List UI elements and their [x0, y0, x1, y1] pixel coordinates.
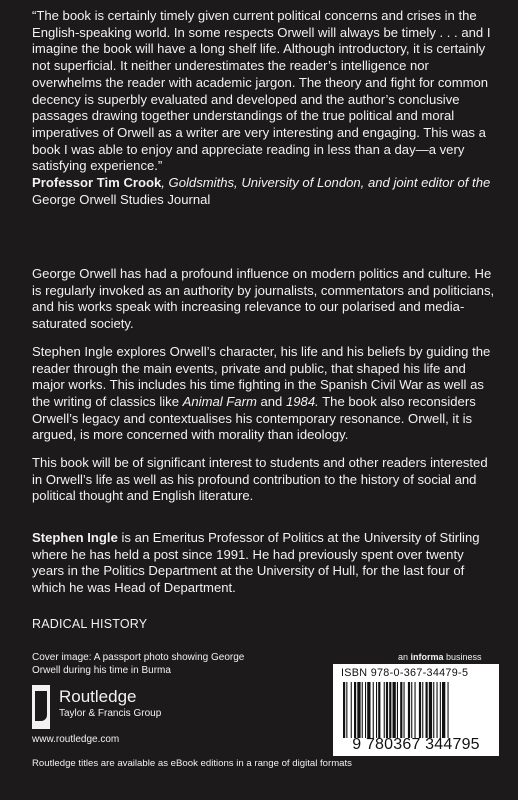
ebook-note: Routledge titles are available as eBook editions in a range of digital formats [32, 758, 352, 769]
cover-image-credit: Cover image: A passport photo showing George Orwell during his time in Burma [32, 652, 245, 676]
author-name: Stephen Ingle [32, 530, 118, 545]
author-bio-text: is an Emeritus Professor of Politics at the University of Stirling where he has held a post since 1991. He had previously spent over twenty years in the Politics Department at the University of Hull, for the last four of which he was Head of Department. [32, 530, 480, 596]
publisher-name: Routledge [59, 687, 137, 706]
publisher-group: Taylor & Francis Group [59, 708, 162, 719]
informa-business-label [398, 652, 482, 662]
description-text: Stephen Ingle explores Orwell’s character, his life and his beliefs by guiding the reader through the main events, private and public, that shaped his life and major works. This includes his time fighting in the Spanish Civil War as well as the writing of classics like [32, 343, 491, 409]
informa-word: informa [410, 652, 444, 662]
description-text: The book also reconsiders Orwell’s legacy and contextualises his contemporary resonance. Orwell, it is argued, is more concerned with morality than ideology. [32, 393, 476, 443]
title-1984: 1984. [285, 393, 319, 409]
description-paragraph-1: George Orwell has had a profound influence on modern politics and culture. He is regularly invoked as an authority by journalists, commentators and politicians, and his works speak with increasing relevance to our polarised and media-saturated society. [32, 266, 495, 332]
barcode-digits: 9 780367 344795 [352, 736, 480, 753]
description-paragraph-2 [32, 344, 498, 444]
attribution-affiliation: , Goldsmiths, University of London, and joint editor of the [161, 175, 491, 191]
author-bio [32, 530, 498, 597]
book-description [32, 266, 498, 516]
routledge-logo [32, 685, 232, 733]
description-paragraph-3: This book will be of significant interest to students and other readers interested in Orwell’s life as well as his profound contribution to the history of social and political thought and English literature. [32, 455, 488, 504]
attribution-journal: George Orwell Studies Journal [32, 191, 211, 207]
informa-suffix: business [443, 652, 482, 662]
quote-text: “The book is certainly timely given current political concerns and crises in the English-speaking world. In some respects Orwell will always be timely . . . and I imagine the book will have a long shelf life. Although introductory, it is certainly not superficial. It neither underestimates the reader’s intelligence nor overwhelms the reader with academic jargon. The theory and fight for common decency is superbly evaluated and developed and the author’s conclusive passages drawing together understandings of the true political and moral imperatives of Orwell as a writer are very interesting and engaging. This was a book I was able to enjoy and appreciate reading in less than a day—a very satisfying experience.” [32, 8, 491, 174]
title-animal-farm: Animal Farm [182, 393, 257, 409]
barcode-icon [341, 682, 491, 738]
routledge-mark-icon [32, 685, 50, 729]
description-text: and [256, 393, 286, 409]
attribution-name: Professor Tim Crook [32, 175, 162, 191]
isbn-barcode-box [333, 664, 499, 756]
endorsement-quote [32, 8, 498, 208]
publisher-url[interactable]: www.routledge.com [32, 734, 120, 745]
isbn-label: ISBN 978-0-367-34479-5 [341, 667, 469, 679]
quote-attribution [32, 175, 498, 208]
informa-prefix: an [398, 652, 411, 662]
series-name: RADICAL HISTORY [32, 617, 148, 631]
